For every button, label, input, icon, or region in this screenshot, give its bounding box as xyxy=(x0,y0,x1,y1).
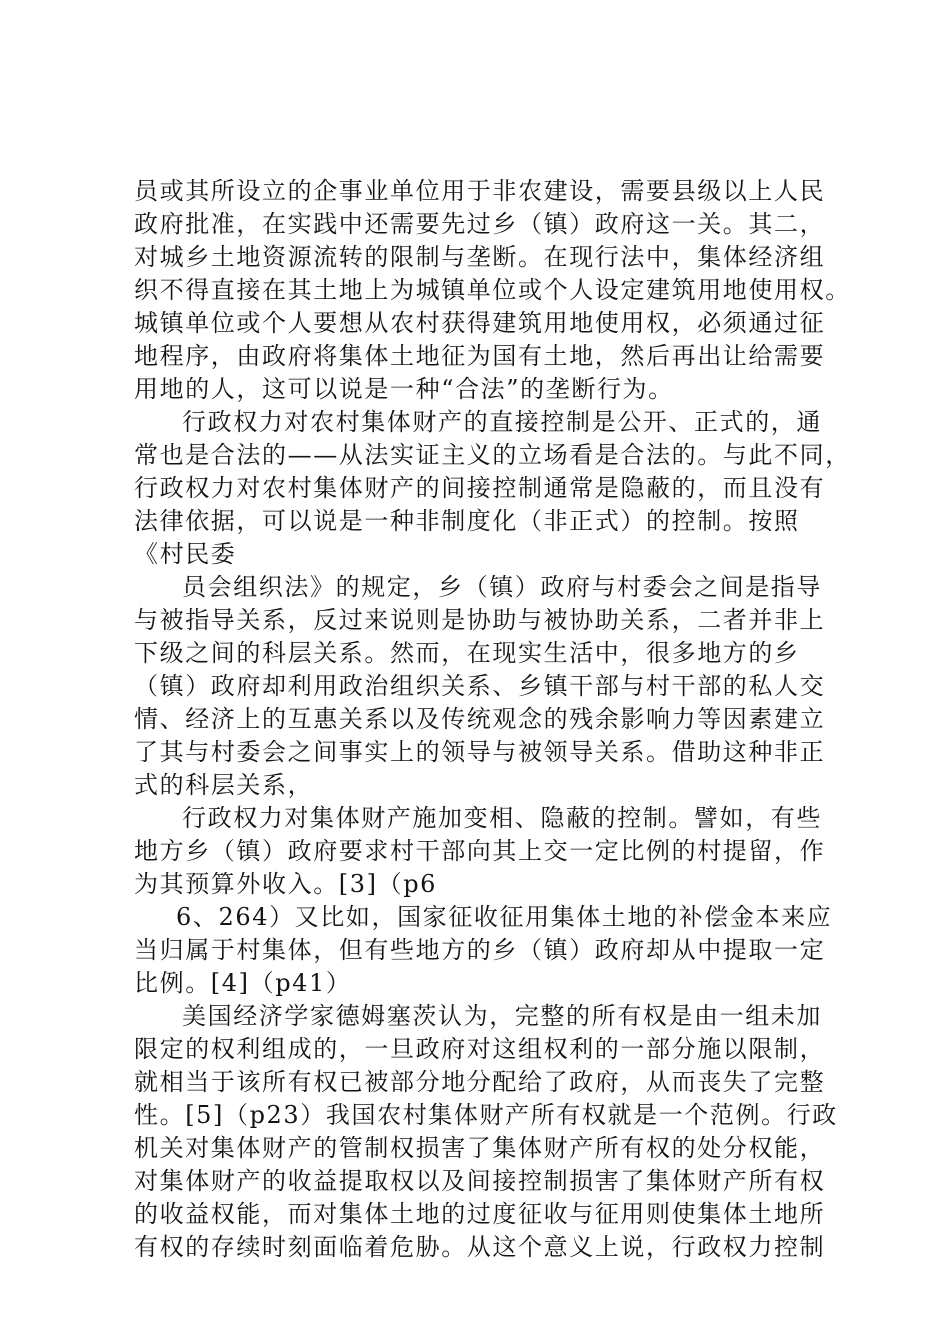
paragraph-first-line: 行政权力对集体财产施加变相、隐蔽的控制。譬如，有些 xyxy=(182,804,822,832)
text-line: 对城乡土地资源流转的限制与垄断。在现行法中，集体经济组 xyxy=(134,243,826,271)
paragraph-first-line: 美国经济学家德姆塞茨认为，完整的所有权是由一组未加 xyxy=(182,1002,822,1030)
text-line: 机关对集体财产的管制权损害了集体财产所有权的处分权能， xyxy=(134,1134,826,1162)
text-line: 限定的权利组成的，一旦政府对这组权利的一部分施以限制， xyxy=(134,1035,826,1063)
text-line: 了其与村委会之间事实上的领导与被领导关系。借助这种非正 xyxy=(134,738,826,766)
text-line: 就相当于该所有权已被部分地分配给了政府，从而丧失了完整 xyxy=(134,1068,826,1096)
text-line: 常也是合法的——从法实证主义的立场看是合法的。与此不同， xyxy=(134,441,851,469)
text-line: 用地的人，这可以说是一种“合法”的垄断行为。 xyxy=(134,375,674,403)
text-line: 比例。[4]（p41） xyxy=(134,969,352,997)
text-line: 《村民委 xyxy=(134,540,237,568)
text-line: 当归属于村集体，但有些地方的乡（镇）政府却从中提取一定 xyxy=(134,936,826,964)
paragraph-first-line: 6、264）又比如，国家征收征用集体土地的补偿金本来应 xyxy=(176,903,833,931)
text-line: 性。[5]（p23）我国农村集体财产所有权就是一个范例。行政 xyxy=(134,1101,838,1129)
text-line: 的收益权能，而对集体土地的过度征收与征用则使集体土地所 xyxy=(134,1200,826,1228)
text-line: 政府批准，在实践中还需要先过乡（镇）政府这一关。其二， xyxy=(134,210,826,238)
text-line: 下级之间的科层关系。然而，在现实生活中，很多地方的乡 xyxy=(134,639,800,667)
paragraph-first-line: 行政权力对农村集体财产的直接控制是公开、正式的，通 xyxy=(182,408,822,436)
text-line: 员或其所设立的企事业单位用于非农建设，需要县级以上人民 xyxy=(134,177,826,205)
text-line: 地程序，由政府将集体土地征为国有土地，然后再出让给需要 xyxy=(134,342,826,370)
text-line: 地方乡（镇）政府要求村干部向其上交一定比例的村提留，作 xyxy=(134,837,826,865)
text-line: 式的科层关系， xyxy=(134,771,314,799)
text-line: 为其预算外收入。[3]（p6 xyxy=(134,870,438,898)
text-line: 行政权力对农村集体财产的间接控制通常是隐蔽的，而且没有 xyxy=(134,474,826,502)
text-line: 有权的存续时刻面临着危胁。从这个意义上说，行政权力控制 xyxy=(134,1233,826,1261)
text-line: 城镇单位或个人要想从农村获得建筑用地使用权，必须通过征 xyxy=(134,309,826,337)
text-line: 对集体财产的收益提取权以及间接控制损害了集体财产所有权 xyxy=(134,1167,826,1195)
text-line: 织不得直接在其土地上为城镇单位或个人设定建筑用地使用权。 xyxy=(134,276,851,304)
text-line: （镇）政府却利用政治组织关系、乡镇干部与村干部的私人交 xyxy=(134,672,826,700)
text-line: 情、经济上的互惠关系以及传统观念的残余影响力等因素建立 xyxy=(134,705,826,733)
paragraph-first-line: 员会组织法》的规定，乡（镇）政府与村委会之间是指导 xyxy=(182,573,822,601)
text-line: 法律依据，可以说是一种非制度化（非正式）的控制。按照 xyxy=(134,507,800,535)
text-line: 与被指导关系，反过来说则是协助与被协助关系，二者并非上 xyxy=(134,606,826,634)
